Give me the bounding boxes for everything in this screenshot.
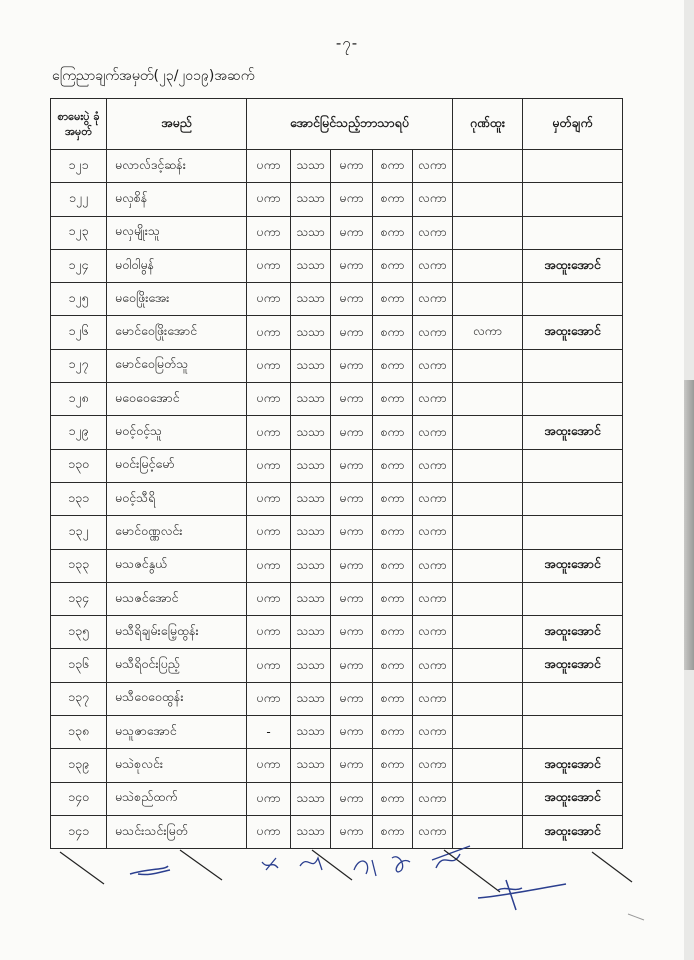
subject-cell: စကာ [373,249,413,282]
distinction-cell [453,283,523,316]
subject-cell: မကာ [331,549,373,582]
subject-cell: စကာ [373,383,413,416]
subject-cell: ပကာ [247,649,291,682]
subject-cell: သသာ [291,383,331,416]
distinction-cell [453,416,523,449]
roll-no-cell: ၁၃၃ [51,549,107,582]
subject-cell: စကာ [373,183,413,216]
roll-no-cell: ၁၃၅ [51,616,107,649]
subject-cell: သသာ [291,449,331,482]
subject-cell: စကာ [373,749,413,782]
table-header-row [51,99,623,150]
table-row [51,616,623,649]
results-table [50,98,623,849]
distinction-cell [453,682,523,715]
table-row [51,449,623,482]
table-row [51,649,623,682]
remark-cell [523,150,623,183]
distinction-cell [453,516,523,549]
subject-cell: သသာ [291,616,331,649]
distinction-cell [453,549,523,582]
signature-slash-4 [444,850,500,892]
subject-cell: သသာ [291,682,331,715]
remark-cell: အထူးအောင် [523,815,623,848]
subject-cell: သသာ [291,649,331,682]
table-row [51,249,623,282]
subject-cell: ပကာ [247,782,291,815]
table-row [51,482,623,515]
subject-cell: စကာ [373,150,413,183]
roll-no-cell: ၁၃၂ [51,516,107,549]
remark-cell [523,216,623,249]
subject-cell: လကာ [413,782,453,815]
subject-cell: စကာ [373,616,413,649]
student-name-cell: မသီရိဝင်းပြည့် [107,649,247,682]
subject-cell: မကာ [331,150,373,183]
subject-cell: စကာ [373,716,413,749]
remark-cell [523,516,623,549]
subject-cell: ပကာ [247,749,291,782]
remark-cell [523,283,623,316]
subject-cell: သသာ [291,716,331,749]
remark-cell: အထူးအောင် [523,749,623,782]
remark-cell: အထူးအောင် [523,549,623,582]
subject-cell: မကာ [331,782,373,815]
distinction-cell [453,150,523,183]
subject-cell: သသာ [291,749,331,782]
subject-cell: စကာ [373,782,413,815]
distinction-cell [453,582,523,615]
subject-cell: သသာ [291,516,331,549]
remark-cell: အထူးအောင် [523,649,623,682]
subject-cell: ပကာ [247,349,291,382]
roll-no-cell: ၁၂၅ [51,283,107,316]
table-row [51,749,623,782]
remark-cell [523,183,623,216]
student-name-cell: မလှစိန် [107,183,247,216]
distinction-cell [453,616,523,649]
roll-no-cell: ၁၃၄ [51,582,107,615]
remark-cell: အထူးအောင် [523,782,623,815]
signature-area [0,840,694,960]
subject-cell: ပကာ [247,283,291,316]
subject-cell: ပကာ [247,416,291,449]
subject-cell: စကာ [373,649,413,682]
subject-cell: လကာ [413,349,453,382]
roll-no-cell: ၁၂၄ [51,249,107,282]
table-body [51,150,623,849]
table-row [51,283,623,316]
subject-cell: သသာ [291,549,331,582]
header-remark: မှတ်ချက် [523,99,623,150]
subject-cell: စကာ [373,216,413,249]
distinction-cell [453,249,523,282]
subject-cell: လကာ [413,749,453,782]
subject-cell: မကာ [331,749,373,782]
subject-cell: လကာ [413,449,453,482]
distinction-cell [453,449,523,482]
subject-cell: သသာ [291,216,331,249]
table-row [51,416,623,449]
student-name-cell: မဝင်းမြင့်မော် [107,449,247,482]
subject-cell: ပကာ [247,482,291,515]
subject-cell: လကာ [413,416,453,449]
subject-cell: မကာ [331,716,373,749]
subject-cell: လကာ [413,682,453,715]
subject-cell: ပကာ [247,682,291,715]
roll-no-cell: ၁၂၆ [51,316,107,349]
page-edge-shadow [684,380,694,670]
subject-cell: သသာ [291,815,331,848]
distinction-cell [453,649,523,682]
table-row [51,383,623,416]
subject-cell: လကာ [413,549,453,582]
subject-cell: ပကာ [247,449,291,482]
table-row [51,682,623,715]
scan-mark [628,914,644,920]
student-name-cell: မဝါဝါမွန် [107,249,247,282]
table-row [51,183,623,216]
header-subjects-passed: အောင်မြင်သည့်ဘာသာရပ် [247,99,453,150]
subject-cell: စကာ [373,549,413,582]
signature-7 [478,880,566,910]
header-roll-no: စာမေးပွဲ ခုံအမှတ် [51,99,107,150]
roll-no-cell: ၁၂၁ [51,150,107,183]
subject-cell: စကာ [373,449,413,482]
subject-cell: လကာ [413,815,453,848]
distinction-cell: လကာ [453,316,523,349]
table-row [51,582,623,615]
distinction-cell [453,349,523,382]
table-row [51,150,623,183]
subject-cell: သသာ [291,349,331,382]
student-name-cell: မသင်းသင်းမြတ် [107,815,247,848]
roll-no-cell: ၁၄၁ [51,815,107,848]
roll-no-cell: ၁၂၂ [51,183,107,216]
student-name-cell: မဝင့်သီရိ [107,482,247,515]
table-row [51,782,623,815]
subject-cell: မကာ [331,482,373,515]
subject-cell: သသာ [291,150,331,183]
table-row [51,549,623,582]
subject-cell: စကာ [373,516,413,549]
remark-cell: အထူးအောင် [523,316,623,349]
remark-cell [523,716,623,749]
student-name-cell: မလှမျိုးသူ [107,216,247,249]
student-name-cell: မသီဝေဝေထွန်း [107,682,247,715]
table-row [51,349,623,382]
subject-cell: ပကာ [247,249,291,282]
remark-cell [523,582,623,615]
distinction-cell [453,183,523,216]
student-name-cell: မောင်ဝေဖြိုးအောင် [107,316,247,349]
subject-cell: လကာ [413,249,453,282]
remark-cell [523,383,623,416]
subject-cell: လကာ [413,283,453,316]
remark-cell [523,349,623,382]
announcement-heading: ကြေညာချက်အမှတ်(၂၃/၂၀၁၉)အဆက် [52,68,255,84]
subject-cell: မကာ [331,316,373,349]
roll-no-cell: ၁၂၈ [51,383,107,416]
subject-cell: စကာ [373,349,413,382]
subject-cell: လကာ [413,649,453,682]
subject-cell: လကာ [413,216,453,249]
roll-no-cell: ၁၂၉ [51,416,107,449]
remark-cell: အထူးအောင် [523,249,623,282]
student-name-cell: မသဲစည်ထက် [107,782,247,815]
subject-cell: စကာ [373,416,413,449]
signature-1 [130,866,170,875]
roll-no-cell: ၁၃၁ [51,482,107,515]
subject-cell: မကာ [331,216,373,249]
subject-cell: မကာ [331,815,373,848]
subject-cell: သသာ [291,283,331,316]
subject-cell: စကာ [373,482,413,515]
student-name-cell: မောင်ဝဏ္ဏလင်း [107,516,247,549]
subject-cell: စကာ [373,582,413,615]
roll-no-cell: ၁၃၀ [51,449,107,482]
subject-cell: လကာ [413,383,453,416]
results-table-container [50,98,623,849]
subject-cell: ပကာ [247,616,291,649]
subject-cell: စကာ [373,815,413,848]
signature-slash-1 [60,852,104,884]
signature-slash-2 [180,850,222,880]
subject-cell: စကာ [373,283,413,316]
student-name-cell: မသဇင်နွယ် [107,549,247,582]
subject-cell: သသာ [291,782,331,815]
subject-cell: လကာ [413,150,453,183]
subject-cell: မကာ [331,682,373,715]
student-name-cell: မဝေဝေအောင် [107,383,247,416]
subject-cell: မကာ [331,349,373,382]
subject-cell: မကာ [331,649,373,682]
signature-5 [392,857,410,872]
subject-cell: မကာ [331,582,373,615]
student-name-cell: မောင်ဝေမြတ်သူ [107,349,247,382]
roll-no-cell: ၁၃၈ [51,716,107,749]
subject-cell: စကာ [373,682,413,715]
subject-cell: ပကာ [247,549,291,582]
subject-cell: သသာ [291,183,331,216]
table-row [51,516,623,549]
distinction-cell [453,749,523,782]
subject-cell: မကာ [331,449,373,482]
subject-cell: သသာ [291,582,331,615]
signature-slash-5 [592,852,632,882]
student-name-cell: မဝေဖြိုးအေး [107,283,247,316]
subject-cell: မကာ [331,183,373,216]
subject-cell: လကာ [413,582,453,615]
student-name-cell: မလာလ်ဒင့်ဆန်း [107,150,247,183]
distinction-cell [453,383,523,416]
roll-no-cell: ၁၄၀ [51,782,107,815]
subject-cell: မကာ [331,516,373,549]
subject-cell: မကာ [331,616,373,649]
student-name-cell: မသဲစုလင်း [107,749,247,782]
subject-cell: သသာ [291,249,331,282]
table-row [51,716,623,749]
student-name-cell: မဝင့်ဝင့်သူ [107,416,247,449]
remark-cell [523,482,623,515]
remark-cell: အထူးအောင် [523,416,623,449]
remark-cell: အထူးအောင် [523,616,623,649]
subject-cell: ပကာ [247,183,291,216]
signature-4 [354,860,376,876]
subject-cell: - [247,716,291,749]
header-distinction: ဂုဏ်ထူး [453,99,523,150]
distinction-cell [453,216,523,249]
remark-cell [523,449,623,482]
subject-cell: လကာ [413,616,453,649]
remark-cell [523,682,623,715]
table-row [51,316,623,349]
distinction-cell [453,782,523,815]
subject-cell: မကာ [331,416,373,449]
subject-cell: သသာ [291,482,331,515]
signature-3 [300,858,322,870]
subject-cell: မကာ [331,249,373,282]
distinction-cell [453,716,523,749]
subject-cell: ပကာ [247,815,291,848]
roll-no-cell: ၁၂၃ [51,216,107,249]
subject-cell: လကာ [413,716,453,749]
page-number: -၇- [335,34,359,52]
subject-cell: ပကာ [247,216,291,249]
subject-cell: မကာ [331,283,373,316]
subject-cell: စကာ [373,316,413,349]
subject-cell: လကာ [413,482,453,515]
subject-cell: လကာ [413,183,453,216]
distinction-cell [453,482,523,515]
student-name-cell: မသဇင်အောင် [107,582,247,615]
subject-cell: ပကာ [247,383,291,416]
subject-cell: လကာ [413,316,453,349]
header-name: အမည် [107,99,247,150]
subject-cell: လကာ [413,516,453,549]
roll-no-cell: ၁၃၆ [51,649,107,682]
subject-cell: မကာ [331,383,373,416]
subject-cell: ပကာ [247,582,291,615]
subject-cell: သသာ [291,416,331,449]
subject-cell: သသာ [291,316,331,349]
roll-no-cell: ၁၃၉ [51,749,107,782]
roll-no-cell: ၁၃၇ [51,682,107,715]
signature-2 [262,858,278,870]
signature-slash-3 [312,850,352,880]
subject-cell: ပကာ [247,150,291,183]
roll-no-cell: ၁၂၇ [51,349,107,382]
student-name-cell: မသူဇာအောင် [107,716,247,749]
subject-cell: ပကာ [247,316,291,349]
table-row [51,216,623,249]
student-name-cell: မသီရိချမ်းမြေ့ထွန်း [107,616,247,649]
subject-cell: ပကာ [247,516,291,549]
